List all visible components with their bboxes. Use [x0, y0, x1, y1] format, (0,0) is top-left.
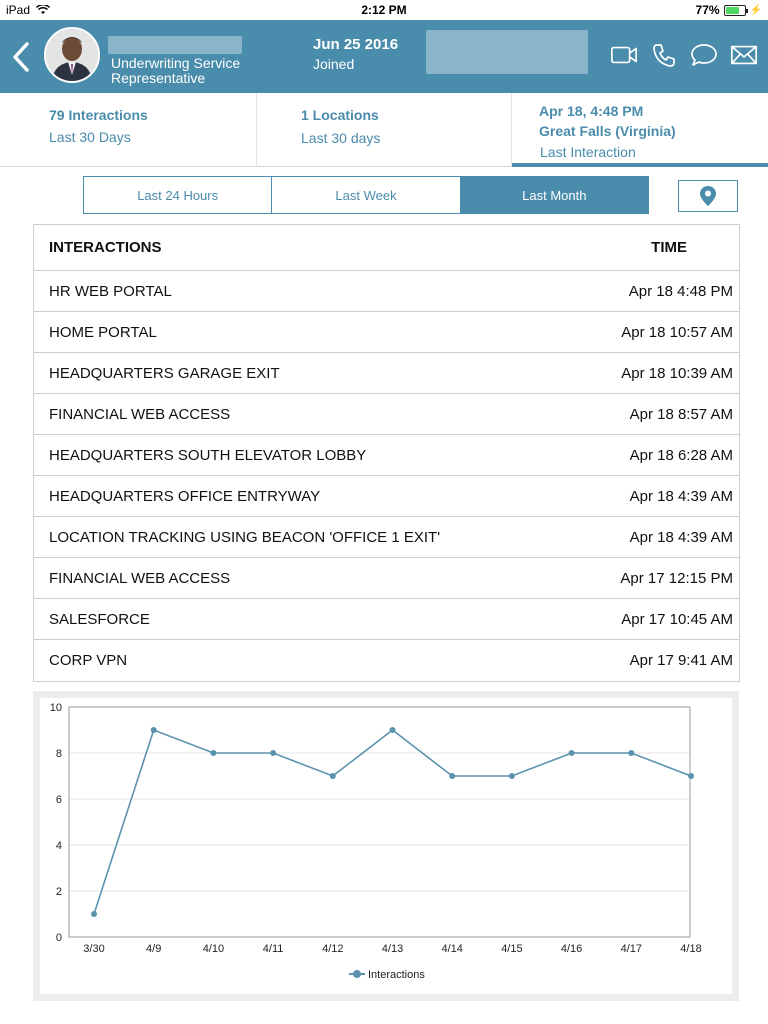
y-tick-label: 4	[55, 840, 62, 852]
data-point	[628, 750, 634, 756]
status-time: 2:12 PM	[361, 3, 407, 17]
table-row[interactable]	[34, 394, 739, 435]
legend-label: Interactions	[368, 969, 425, 981]
interaction-name: HOME PORTAL	[49, 324, 157, 341]
time-range-segmented-control	[83, 176, 649, 214]
chat-bubble-icon[interactable]	[690, 42, 718, 68]
stats-divider	[256, 93, 257, 167]
interaction-name: HR WEB PORTAL	[49, 283, 172, 300]
joined-date: Jun 25 2016	[313, 36, 399, 53]
data-point	[270, 750, 276, 756]
last-interaction-place: Great Falls (Virginia)	[539, 123, 676, 139]
tab-last-24-hours[interactable]: Last 24 Hours	[84, 177, 272, 213]
stats-divider	[511, 93, 512, 167]
avatar	[44, 27, 100, 83]
stats-bar	[0, 93, 768, 167]
table-row[interactable]	[34, 558, 739, 599]
y-tick-label: 8	[55, 748, 62, 760]
interaction-name: HEADQUARTERS SOUTH ELEVATOR LOBBY	[49, 447, 367, 464]
interaction-time: Apr 18 10:39 AM	[621, 365, 733, 382]
job-title-line1: Underwriting Service	[111, 55, 241, 71]
battery-percent: 77%	[695, 3, 720, 17]
job-title-line2: Representative	[111, 70, 206, 86]
table-row[interactable]	[34, 435, 739, 476]
data-point	[151, 727, 157, 733]
interaction-name: SALESFORCE	[49, 611, 150, 628]
back-chevron-icon[interactable]	[8, 40, 34, 74]
table-row[interactable]	[34, 640, 739, 681]
data-point	[330, 773, 336, 779]
table-row[interactable]	[34, 271, 739, 312]
device-label: iPad	[6, 3, 31, 17]
interaction-time: Apr 17 10:45 AM	[621, 611, 733, 628]
interaction-name: HEADQUARTERS GARAGE EXIT	[49, 365, 280, 382]
x-tick-label: 4/14	[441, 943, 463, 955]
x-tick-label: 4/13	[381, 943, 404, 955]
x-tick-label: 4/18	[680, 943, 702, 955]
stat-locations-value: 1 Locations	[301, 107, 379, 123]
redacted-info	[426, 30, 588, 74]
video-call-icon[interactable]	[610, 42, 638, 68]
battery-icon	[724, 5, 746, 16]
x-tick-label: 4/17	[620, 943, 643, 955]
data-point	[91, 911, 97, 917]
table-row[interactable]	[34, 312, 739, 353]
interaction-time: Apr 18 4:39 AM	[629, 488, 733, 505]
column-header-time: TIME	[651, 239, 687, 256]
interactions-chart-panel	[33, 691, 739, 1001]
last-interaction-time: Apr 18, 4:48 PM	[539, 103, 644, 119]
interaction-name: CORP VPN	[49, 652, 128, 669]
last-interaction-label: Last Interaction	[540, 144, 636, 160]
y-tick-label: 2	[55, 886, 62, 898]
selected-stat-underline	[512, 163, 768, 167]
x-tick-label: 4/16	[560, 943, 583, 955]
data-point	[569, 750, 575, 756]
x-tick-label: 4/15	[501, 943, 523, 955]
x-tick-label: 3/30	[83, 943, 105, 955]
interaction-time: Apr 18 8:57 AM	[629, 406, 733, 423]
x-tick-label: 4/9	[146, 943, 162, 955]
charging-icon: ⚡	[749, 4, 762, 16]
phone-icon[interactable]	[650, 42, 678, 68]
data-point	[509, 773, 515, 779]
table-row[interactable]	[34, 599, 739, 640]
data-point	[688, 773, 694, 779]
table-row[interactable]	[34, 517, 739, 558]
stat-interactions-period: Last 30 Days	[49, 129, 131, 145]
interaction-name: FINANCIAL WEB ACCESS	[49, 406, 231, 423]
interaction-time: Apr 17 9:41 AM	[629, 652, 733, 669]
y-tick-label: 0	[55, 932, 62, 944]
x-tick-label: 4/11	[262, 943, 284, 955]
interaction-name: LOCATION TRACKING USING BEACON 'OFFICE 1 EXIT'	[49, 529, 441, 546]
data-point	[210, 750, 216, 756]
profile-header	[0, 20, 768, 93]
stat-interactions[interactable]	[49, 107, 148, 181]
interaction-time: Apr 18 10:57 AM	[621, 324, 733, 341]
plot-frame	[69, 707, 690, 937]
legend-marker	[353, 970, 361, 978]
data-point	[449, 773, 455, 779]
interaction-name: FINANCIAL WEB ACCESS	[49, 570, 231, 587]
status-bar	[0, 0, 768, 20]
tab-last-week[interactable]: Last Week	[272, 177, 460, 213]
interactions-table	[33, 224, 740, 682]
stat-interactions-value: 79 Interactions	[49, 107, 148, 123]
map-location-button[interactable]	[678, 180, 738, 212]
mail-icon[interactable]	[730, 42, 758, 68]
interaction-time: Apr 18 4:48 PM	[628, 283, 733, 300]
x-tick-label: 4/12	[322, 943, 344, 955]
joined-label: Joined	[313, 56, 355, 72]
table-row[interactable]	[34, 476, 739, 517]
redacted-name	[108, 36, 242, 54]
interaction-name: HEADQUARTERS OFFICE ENTRYWAY	[49, 488, 321, 505]
x-tick-label: 4/10	[202, 943, 225, 955]
y-tick-label: 10	[49, 702, 62, 714]
stat-locations[interactable]	[301, 107, 380, 181]
tab-last-month[interactable]: Last Month	[461, 177, 648, 213]
interaction-time: Apr 18 4:39 AM	[629, 529, 733, 546]
job-title	[111, 56, 261, 86]
interaction-time: Apr 18 6:28 AM	[629, 447, 733, 464]
data-point	[390, 727, 396, 733]
series-line	[94, 730, 691, 914]
stat-locations-period: Last 30 days	[301, 130, 381, 146]
table-row[interactable]	[34, 353, 739, 394]
interactions-line-chart	[40, 698, 732, 994]
column-header-interactions: INTERACTIONS	[49, 239, 162, 256]
interaction-time: Apr 17 12:15 PM	[620, 570, 733, 587]
table-header	[34, 225, 739, 271]
location-pin-icon	[700, 186, 716, 206]
y-tick-label: 6	[55, 794, 62, 806]
